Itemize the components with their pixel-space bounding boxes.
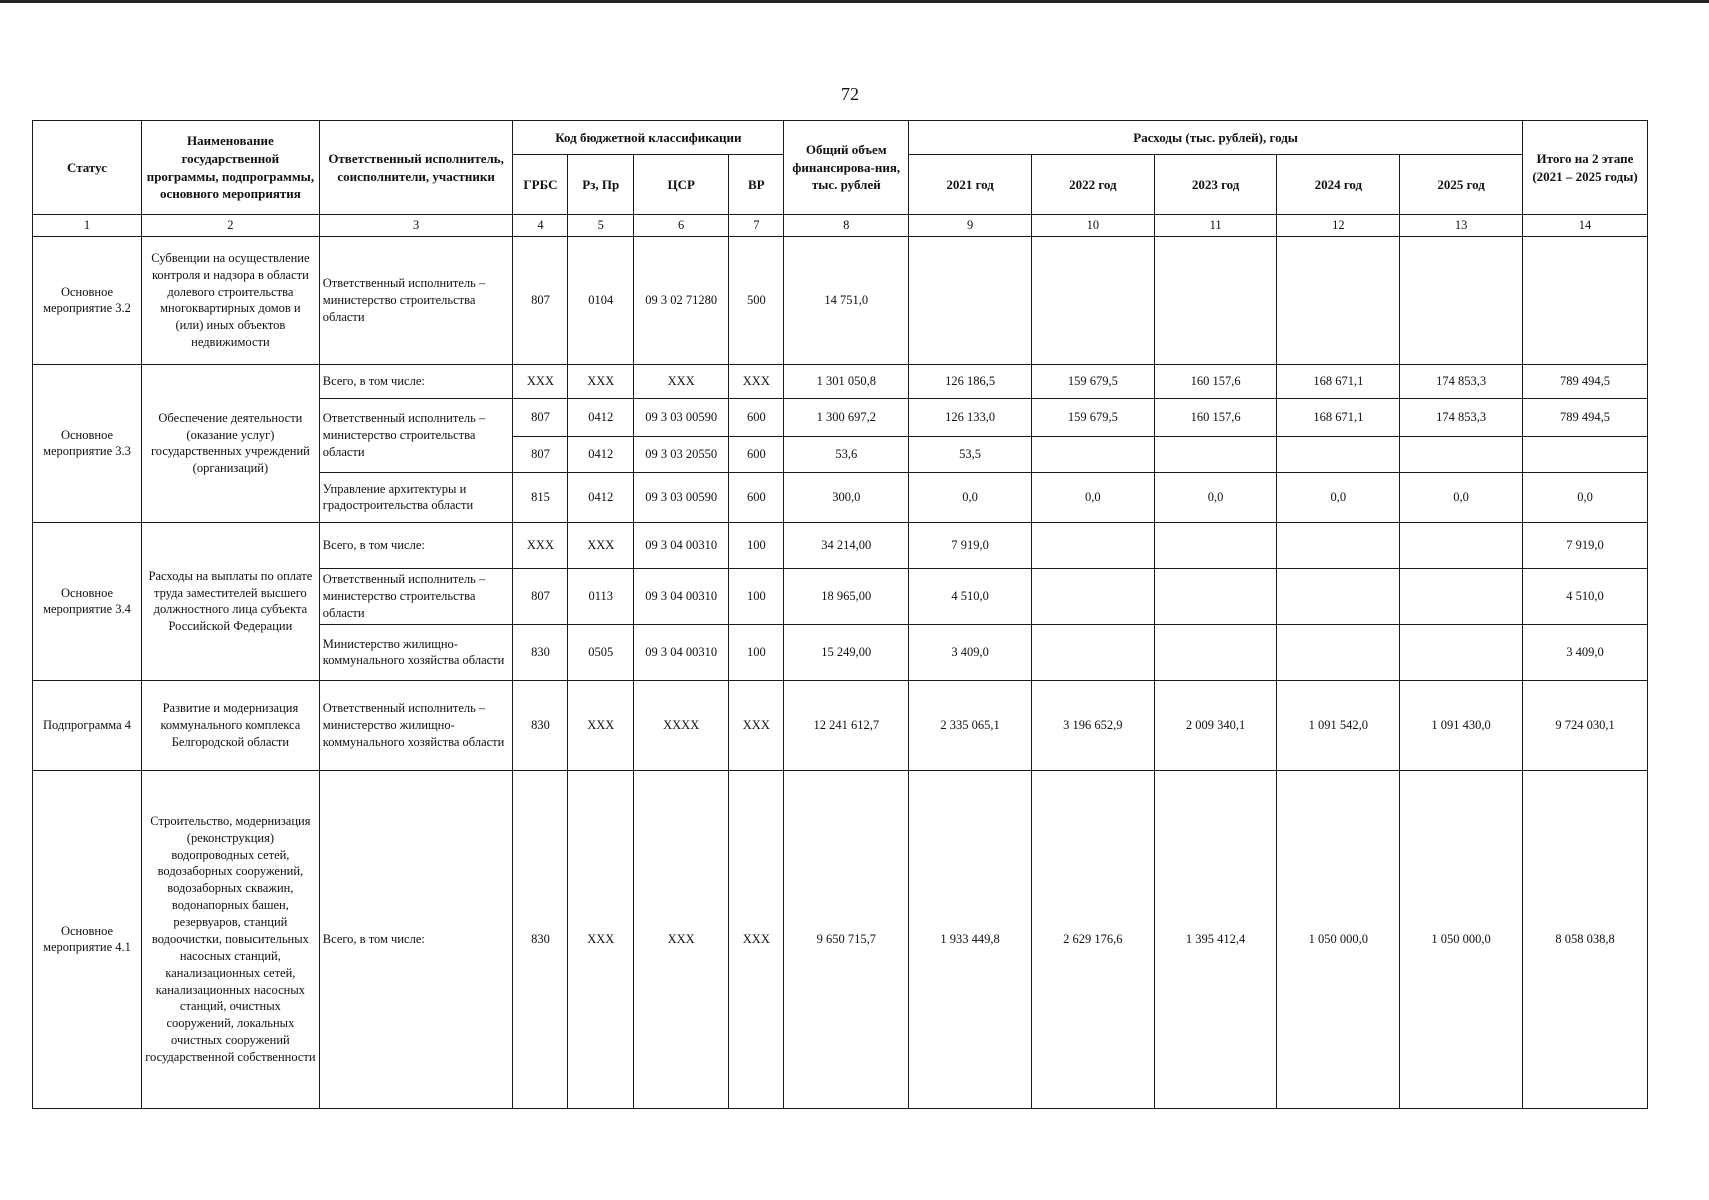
y2021-cell	[909, 236, 1032, 364]
y2025-cell: 174 853,3	[1400, 364, 1523, 398]
executor-cell: Ответственный исполнитель – министерство жилищно-коммунального хозяйства области	[319, 680, 513, 770]
y2025-cell	[1400, 568, 1523, 624]
col-2025-header: 2025 год	[1400, 155, 1523, 215]
budget-table	[32, 120, 1648, 1109]
executor-cell: Ответственный исполнитель – министерство строительства области	[319, 398, 513, 472]
total-cell: 9 650 715,7	[784, 770, 909, 1108]
y2022-cell	[1031, 436, 1154, 472]
csr-cell: 09 3 03 20550	[634, 436, 729, 472]
table-row	[33, 364, 1648, 398]
executor-cell: Всего, в том числе:	[319, 522, 513, 568]
y2024-cell	[1277, 522, 1400, 568]
name-cell: Расходы на выплаты по оплате труда заместителей высшего должностного лица субъекта Российской Федерации	[142, 522, 320, 680]
y2022-cell	[1031, 522, 1154, 568]
y2021-cell: 4 510,0	[909, 568, 1032, 624]
grbs-cell: 807	[513, 236, 568, 364]
rzpr-cell: XXX	[568, 770, 634, 1108]
y2023-cell	[1154, 436, 1277, 472]
csr-cell: 09 3 04 00310	[634, 568, 729, 624]
name-cell: Развитие и модернизация коммунального комплекса Белгородской области	[142, 680, 320, 770]
vr-cell: 600	[729, 436, 784, 472]
csr-cell: XXXX	[634, 680, 729, 770]
y2023-cell	[1154, 568, 1277, 624]
csr-cell: 09 3 02 71280	[634, 236, 729, 364]
total-cell: 1 300 697,2	[784, 398, 909, 436]
rzpr-cell: 0412	[568, 472, 634, 522]
grbs-cell: 807	[513, 436, 568, 472]
y2021-cell: 2 335 065,1	[909, 680, 1032, 770]
rzpr-cell: 0104	[568, 236, 634, 364]
total-cell: 15 249,00	[784, 624, 909, 680]
rzpr-cell: XXX	[568, 364, 634, 398]
y2024-cell	[1277, 624, 1400, 680]
col-executor-header: Ответственный исполнитель, соисполнители, участники	[319, 121, 513, 215]
col-itogo-header: Итого на 2 этапе (2021 – 2025 годы)	[1523, 121, 1648, 215]
y2023-cell: 160 157,6	[1154, 398, 1277, 436]
col-number: 6	[634, 215, 729, 237]
y2025-cell: 1 050 000,0	[1400, 770, 1523, 1108]
grbs-cell: 807	[513, 568, 568, 624]
y2023-cell: 160 157,6	[1154, 364, 1277, 398]
name-cell: Обеспечение деятельности (оказание услуг) государственных учреждений (организаций)	[142, 364, 320, 522]
table-row	[33, 770, 1648, 1108]
y2023-cell	[1154, 236, 1277, 364]
vr-cell: 100	[729, 624, 784, 680]
col-total-header: Общий объем финансирова-ния, тыс. рублей	[784, 121, 909, 215]
vr-cell: 600	[729, 472, 784, 522]
name-cell: Строительство, модернизация (реконструкция) водопроводных сетей, водозаборных сооружений, водозаборных скважин, водонапорных башен, резервуаров, станций водоочистки, повысительных насосных станций, канализационных сетей, канализационных насосных станций, очистных сооружений, локальных очистных сооружений государственной собственности	[142, 770, 320, 1108]
y2025-cell	[1400, 436, 1523, 472]
y2021-cell: 126 186,5	[909, 364, 1032, 398]
col-number: 11	[1154, 215, 1277, 237]
itogo-cell: 7 919,0	[1523, 522, 1648, 568]
executor-cell: Всего, в том числе:	[319, 770, 513, 1108]
y2021-cell: 1 933 449,8	[909, 770, 1032, 1108]
y2023-cell: 1 395 412,4	[1154, 770, 1277, 1108]
col-name-header: Наименование государственной программы, подпрограммы, основного мероприятия	[142, 121, 320, 215]
col-2024-header: 2024 год	[1277, 155, 1400, 215]
rzpr-cell: 0412	[568, 398, 634, 436]
vr-cell: 500	[729, 236, 784, 364]
col-number: 2	[142, 215, 320, 237]
y2025-cell	[1400, 624, 1523, 680]
itogo-cell: 3 409,0	[1523, 624, 1648, 680]
grbs-cell: 815	[513, 472, 568, 522]
name-cell: Субвенции на осуществление контроля и надзора в области долевого строительства многоквартирных домов и (или) иных объектов недвижимости	[142, 236, 320, 364]
csr-cell: 09 3 03 00590	[634, 398, 729, 436]
scan-top-edge	[0, 0, 1709, 3]
y2024-cell: 168 671,1	[1277, 364, 1400, 398]
header-row-1	[33, 121, 1648, 155]
y2024-cell	[1277, 436, 1400, 472]
y2023-cell	[1154, 624, 1277, 680]
status-cell: Основное мероприятие 4.1	[33, 770, 142, 1108]
rzpr-cell: XXX	[568, 522, 634, 568]
y2024-cell: 0,0	[1277, 472, 1400, 522]
total-cell: 34 214,00	[784, 522, 909, 568]
vr-cell: 100	[729, 568, 784, 624]
itogo-cell: 789 494,5	[1523, 364, 1648, 398]
y2024-cell: 1 050 000,0	[1277, 770, 1400, 1108]
y2022-cell: 159 679,5	[1031, 364, 1154, 398]
executor-cell: Управление архитектуры и градостроительства области	[319, 472, 513, 522]
vr-cell: XXX	[729, 680, 784, 770]
col-number: 5	[568, 215, 634, 237]
grbs-cell: 830	[513, 624, 568, 680]
col-status-header: Статус	[33, 121, 142, 215]
executor-cell: Ответственный исполнитель – министерство строительства области	[319, 568, 513, 624]
itogo-cell: 8 058 038,8	[1523, 770, 1648, 1108]
col-2023-header: 2023 год	[1154, 155, 1277, 215]
y2022-cell	[1031, 236, 1154, 364]
y2021-cell: 126 133,0	[909, 398, 1032, 436]
col-number: 9	[909, 215, 1032, 237]
grbs-cell: XXX	[513, 364, 568, 398]
expenses-header: Расходы (тыс. рублей), годы	[909, 121, 1523, 155]
y2025-cell	[1400, 522, 1523, 568]
csr-cell: XXX	[634, 770, 729, 1108]
itogo-cell: 9 724 030,1	[1523, 680, 1648, 770]
y2022-cell	[1031, 568, 1154, 624]
col-number: 10	[1031, 215, 1154, 237]
y2023-cell: 0,0	[1154, 472, 1277, 522]
grbs-cell: 830	[513, 770, 568, 1108]
total-cell: 53,6	[784, 436, 909, 472]
col-number: 14	[1523, 215, 1648, 237]
status-cell: Основное мероприятие 3.3	[33, 364, 142, 522]
status-cell: Основное мероприятие 3.4	[33, 522, 142, 680]
vr-cell: XXX	[729, 770, 784, 1108]
rzpr-cell: XXX	[568, 680, 634, 770]
y2022-cell: 3 196 652,9	[1031, 680, 1154, 770]
table-row	[33, 680, 1648, 770]
csr-cell: 09 3 04 00310	[634, 522, 729, 568]
y2021-cell: 7 919,0	[909, 522, 1032, 568]
y2021-cell: 53,5	[909, 436, 1032, 472]
y2022-cell	[1031, 624, 1154, 680]
grbs-cell: 830	[513, 680, 568, 770]
rzpr-cell: 0412	[568, 436, 634, 472]
csr-cell: 09 3 04 00310	[634, 624, 729, 680]
col-vr-header: ВР	[729, 155, 784, 215]
y2025-cell: 1 091 430,0	[1400, 680, 1523, 770]
itogo-cell: 4 510,0	[1523, 568, 1648, 624]
itogo-cell: 0,0	[1523, 472, 1648, 522]
budget-code-header: Код бюджетной классификации	[513, 121, 784, 155]
itogo-cell: 789 494,5	[1523, 398, 1648, 436]
total-cell: 18 965,00	[784, 568, 909, 624]
col-2021-header: 2021 год	[909, 155, 1032, 215]
status-cell: Основное мероприятие 3.2	[33, 236, 142, 364]
y2023-cell: 2 009 340,1	[1154, 680, 1277, 770]
itogo-cell	[1523, 436, 1648, 472]
vr-cell: 100	[729, 522, 784, 568]
y2024-cell: 168 671,1	[1277, 398, 1400, 436]
total-cell: 300,0	[784, 472, 909, 522]
col-2022-header: 2022 год	[1031, 155, 1154, 215]
vr-cell: 600	[729, 398, 784, 436]
col-grbs-header: ГРБС	[513, 155, 568, 215]
col-number: 8	[784, 215, 909, 237]
column-number-row	[33, 215, 1648, 237]
col-number: 4	[513, 215, 568, 237]
y2024-cell: 1 091 542,0	[1277, 680, 1400, 770]
col-number: 12	[1277, 215, 1400, 237]
col-number: 13	[1400, 215, 1523, 237]
csr-cell: XXX	[634, 364, 729, 398]
y2021-cell: 0,0	[909, 472, 1032, 522]
col-number: 3	[319, 215, 513, 237]
status-cell: Подпрограмма 4	[33, 680, 142, 770]
y2025-cell: 0,0	[1400, 472, 1523, 522]
total-cell: 12 241 612,7	[784, 680, 909, 770]
col-number: 7	[729, 215, 784, 237]
table-row	[33, 236, 1648, 364]
y2024-cell	[1277, 236, 1400, 364]
col-csr-header: ЦСР	[634, 155, 729, 215]
csr-cell: 09 3 03 00590	[634, 472, 729, 522]
executor-cell: Всего, в том числе:	[319, 364, 513, 398]
page-number: 72	[841, 84, 859, 104]
itogo-cell	[1523, 236, 1648, 364]
grbs-cell: XXX	[513, 522, 568, 568]
col-number: 1	[33, 215, 142, 237]
rzpr-cell: 0505	[568, 624, 634, 680]
col-rzpr-header: Рз, Пр	[568, 155, 634, 215]
executor-cell: Министерство жилищно-коммунального хозяйства области	[319, 624, 513, 680]
executor-cell: Ответственный исполнитель – министерство строительства области	[319, 236, 513, 364]
total-cell: 1 301 050,8	[784, 364, 909, 398]
y2021-cell: 3 409,0	[909, 624, 1032, 680]
y2022-cell: 0,0	[1031, 472, 1154, 522]
vr-cell: XXX	[729, 364, 784, 398]
y2024-cell	[1277, 568, 1400, 624]
y2025-cell: 174 853,3	[1400, 398, 1523, 436]
y2023-cell	[1154, 522, 1277, 568]
grbs-cell: 807	[513, 398, 568, 436]
y2025-cell	[1400, 236, 1523, 364]
table-row	[33, 522, 1648, 568]
y2022-cell: 2 629 176,6	[1031, 770, 1154, 1108]
rzpr-cell: 0113	[568, 568, 634, 624]
y2022-cell: 159 679,5	[1031, 398, 1154, 436]
total-cell: 14 751,0	[784, 236, 909, 364]
